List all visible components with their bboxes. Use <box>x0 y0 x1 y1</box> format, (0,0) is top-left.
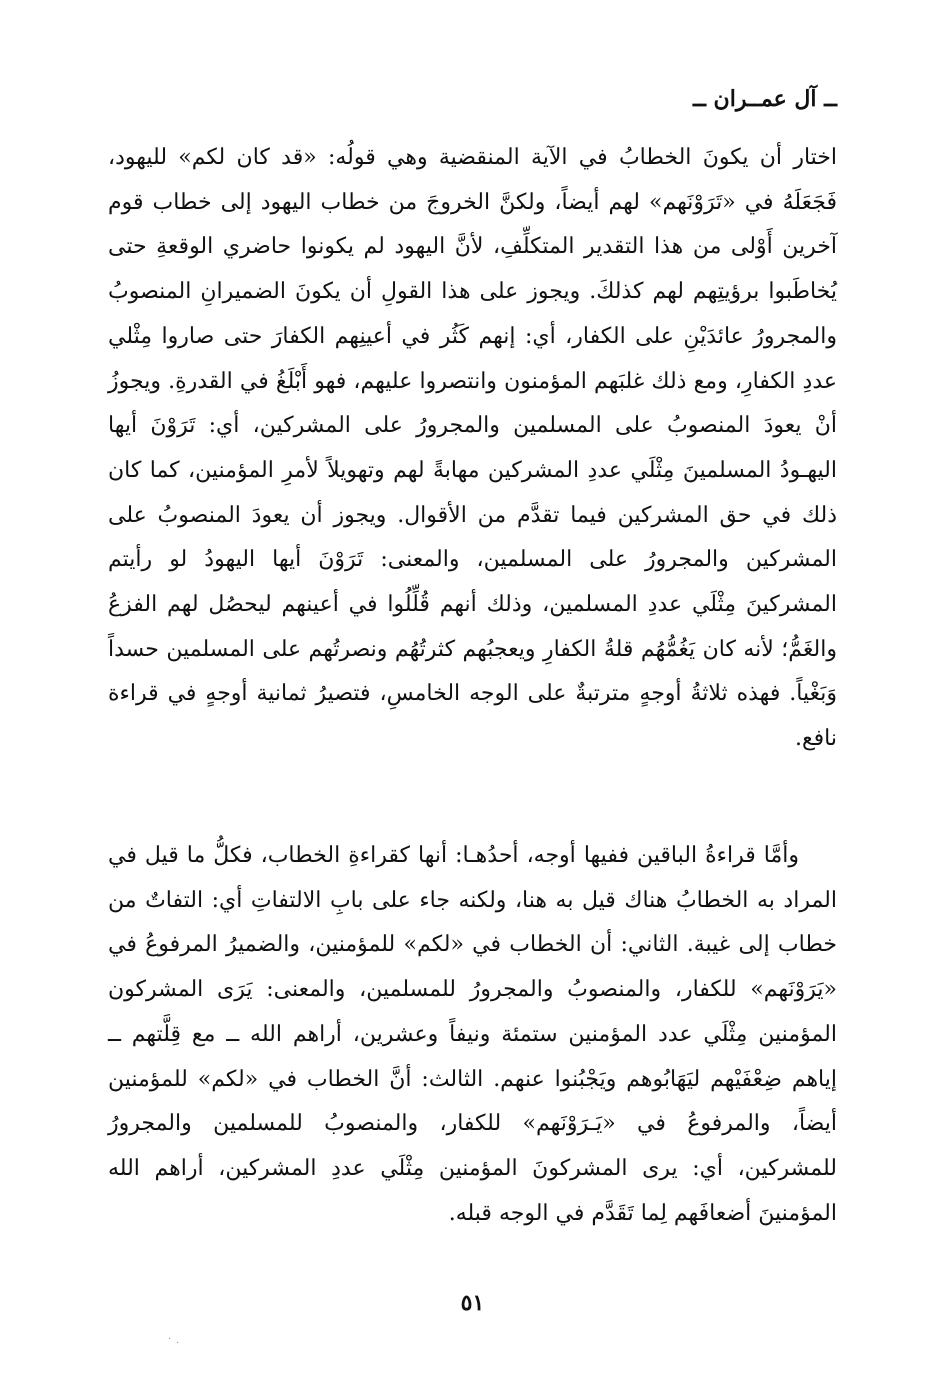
page-number: ٥١ <box>460 1290 485 1316</box>
paragraph-1: اختار أن يكونَ الخطابُ في الآية المنقضية وهي قولُه: «قد كان لكم» لليهود، فَجَعَلَهُ في «تَرَوْنَهم» لهم أيضاً، ولكنَّ الخروجَ من خطاب اليهود إلى خطاب قوم آخرين أَوْلى من هذا التقدير المتكلِّفِ، لأنَّ اليهود لم يكونوا حاضري الوقعةِ حتى يُخاطَبوا برؤيتِهم لهم كذلكَ. ويجوز على هذا القولِ أن يكونَ الضميرانِ المنصوبُ والمجرورُ عائدَيْنِ على الكفار، أي: إنهم كَثُر في أعينِهم الكفارَ حتى صاروا مِثْلي عددِ الكفارِ، ومع ذلك غلبَهم المؤمنون وانتصروا عليهم، فهو أَبْلَغُ في القدرةِ. ويجوزُ أنْ يعودَ المنصوبُ على المسلمين والمجرورُ على المشركين، أي: تَرَوْنَ أيها اليهـودُ المسلمينَ مِثْلَي عددِ المشركين مهابةً لهم وتهويلاً لأمرِ المؤمنين، كما كان ذلك في حق المشركين فيما تقدَّم من الأقوال. ويجوز أن يعودَ المنصوبُ على المشركين والمجرورُ على المسلمين، والمعنى: تَرَوْنَ أيها اليهودُ لو رأيتم المشركينَ مِثْلَي عددِ المسلمين، وذلك أنهم قُلِّلُوا في أعينهم ليحصُل لهم الفزعُ والغَمُّ؛ لأنه كان يَغُمُّهُم قلةُ الكفارِ ويعجبُهم كثرتُهُم ونصرتُهم على المسلمين حسداً وَبَغْياً. فهذه ثلاثةُ أوجهٍ مترتبةٌ على الوجه الخامسِ، فتصيرُ ثمانية أوجهٍ في قراءة نافع. <box>108 145 837 752</box>
running-header: ــ آل عمــران ــ <box>693 86 837 112</box>
paragraph-2: وأمَّا قراءةُ الباقين ففيها أوجه، أحدُهـا: أنها كقراءةِ الخطاب، فكلُّ ما قيل في المراد به الخطابُ هناك قيل به هنا، ولكنه جاء على بابِ الالتفاتِ أي: التفاتٌ من خطاب إلى غيبة. الثاني: أن الخطاب في «لكم» للمؤمنين، والضميرُ المرفوعُ في «يَرَوْنَهم» للكفار، والمنصوبُ والمجرورُ للمسلمين، والمعنى: يَرَى المشركون المؤمنين مِثْلَي عدد المؤمنين ستمئة ونيفاً وعشرين، أراهم الله ــ مع قِلَّتهم ــ إياهم ضِعْفَيْهم ليَهَابُوهم ويَجْبُنوا عنهم. الثالث: أنَّ الخطاب في «لكم» للمؤمنين أيضاً، والمرفوعُ في «يَـرَوْنَهم» للكفار، والمنصوبُ للمسلمين والمجرورُ للمشركين، أي: يرى المشركونَ المؤمنين مِثْلَي عددِ المشركين، أراهم الله المؤمنينَ أضعافَهم لِما تَقَدَّم في الوجه قبله. <box>108 843 837 1226</box>
scan-speck: · <box>168 1334 172 1345</box>
scan-speck: · <box>176 1338 180 1349</box>
